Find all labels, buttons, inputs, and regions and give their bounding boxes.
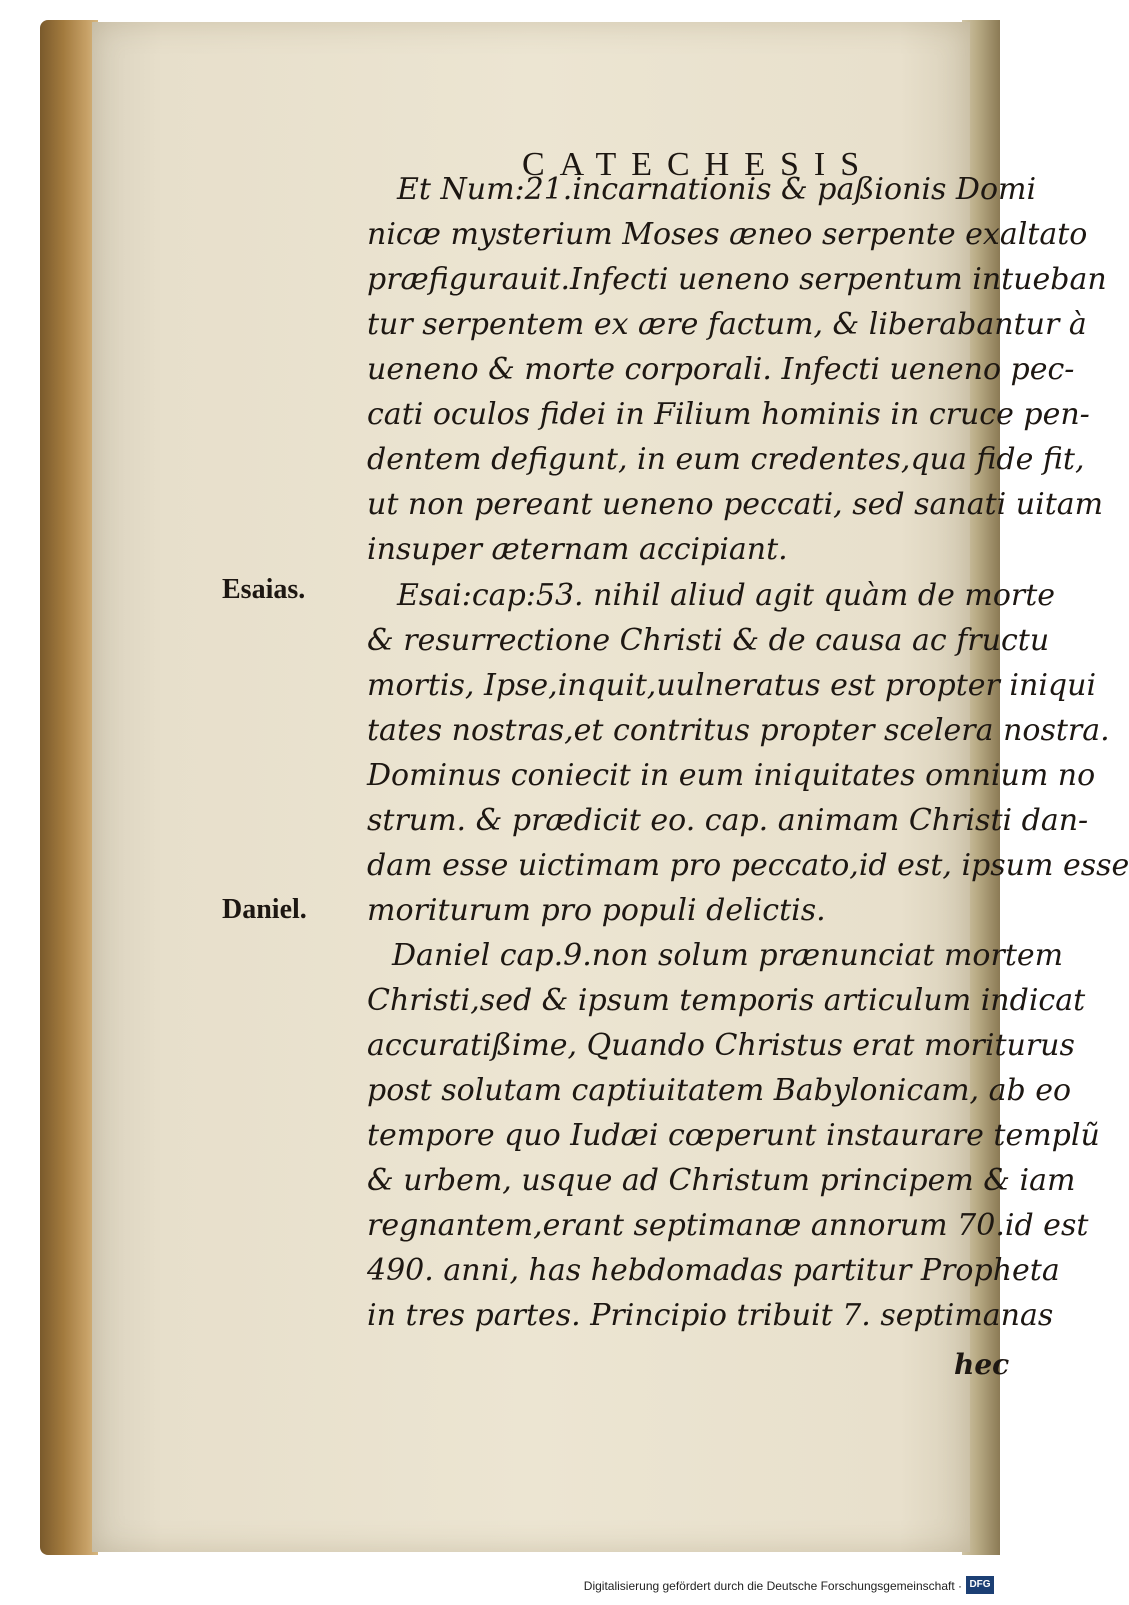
text-line: strum. & prædicit eo. cap. animam Christi dan- <box>367 803 1089 838</box>
catchword: hec <box>954 1348 1010 1381</box>
text-line: tates nostras,et contritus propter scelera nostra. <box>367 713 1110 748</box>
text-line: Et Num:21.incarnationis & paßionis Domi <box>397 172 1037 207</box>
text-line: in tres partes. Principio tribuit 7. septimanas <box>367 1298 1054 1333</box>
text-line: dam esse uictimam pro peccato,id est, ipsum esse <box>367 848 1129 883</box>
printed-page <box>92 22 1129 1552</box>
text-line: nicæ mysterium Moses æneo serpente exaltato <box>367 217 1088 252</box>
funding-credit: Digitalisierung gefördert durch die Deutsche Forschungsgemeinschaft · <box>583 1579 962 1593</box>
text-line: cati oculos fidei in Filium hominis in cruce pen- <box>367 397 1090 432</box>
text-line: Dominus coniecit in eum iniquitates omnium no <box>367 758 1096 793</box>
text-line: 490. anni, has hebdomadas partitur Propheta <box>367 1253 1060 1288</box>
text-line: tempore quo Iudæi cœperunt instaurare templũ <box>367 1118 1100 1153</box>
text-line: mortis, Ipse,inquit,uulneratus est propter iniqui <box>367 668 1097 703</box>
text-line: insuper æternam accipiant. <box>367 532 788 567</box>
dfg-logo: DFG <box>966 1576 994 1594</box>
text-line: ut non pereant ueneno peccati, sed sanati uitam <box>367 487 1104 522</box>
text-line: accuratißime, Quando Christus erat moriturus <box>367 1028 1075 1063</box>
text-line: ueneno & morte corporali. Infecti ueneno pec- <box>367 352 1075 387</box>
text-line: tur serpentem ex ære factum, & liberabantur à <box>367 307 1087 342</box>
running-head: CATECHESIS <box>522 146 875 183</box>
digitization-footer <box>0 1568 1000 1605</box>
text-line: Esai:cap:53. nihil aliud agit quàm de morte <box>397 578 1056 613</box>
margin-note-daniel: Daniel. <box>222 894 307 925</box>
text-line: Christi,sed & ipsum temporis articulum indicat <box>367 983 1086 1018</box>
text-line: Daniel cap.9.non solum prænunciat mortem <box>392 938 1064 973</box>
book-binding-edge <box>40 20 98 1555</box>
text-line: dentem defigunt, in eum credentes,qua fide fit, <box>367 442 1085 477</box>
text-line: & resurrectione Christi & de causa ac fructu <box>367 623 1050 658</box>
text-line: post solutam captiuitatem Babylonicam, ab eo <box>367 1073 1072 1108</box>
text-line: regnantem,erant septimanæ annorum 70.id est <box>367 1208 1089 1243</box>
text-line: præfigurauit.Infecti ueneno serpentum intueban <box>367 262 1107 297</box>
text-line: & urbem, usque ad Christum principem & iam <box>367 1163 1076 1198</box>
margin-note-esaias: Esaias. <box>222 574 306 605</box>
text-line: moriturum pro populi delictis. <box>367 893 826 928</box>
